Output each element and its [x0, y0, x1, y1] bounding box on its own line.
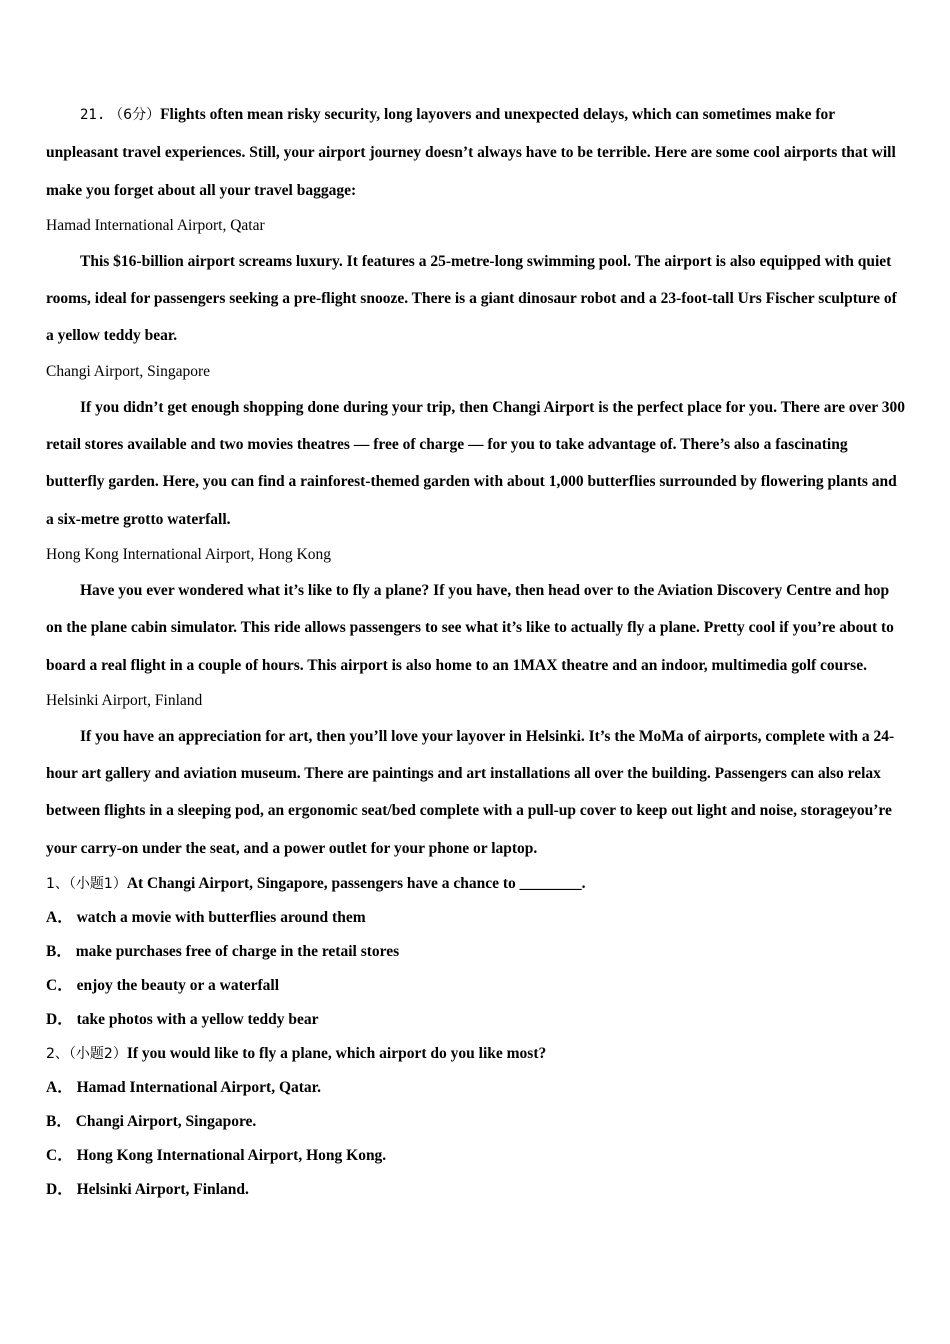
option-letter: A． — [46, 909, 73, 927]
option-text: Hamad International Airport, Qatar. — [76, 1079, 321, 1097]
question-2-option-c[interactable] — [46, 1139, 906, 1173]
section-body-hamad: This $16-billion airport screams luxury. It features a 25-metre-long swimming pool. The airport is also equipped with quiet rooms, ideal for passengers seeking a pre-flight snooze. There is a giant dinosaur robot and a 23-foot-tall Urs Fischer sculpture of a yellow teddy bear. — [46, 252, 897, 345]
score-label: （6分） — [109, 107, 161, 123]
question-prefix: 1、（小题1） — [46, 876, 127, 893]
document-page — [46, 96, 906, 1207]
question-1-option-c[interactable] — [46, 969, 906, 1003]
question-2 — [46, 1037, 906, 1071]
option-text: Changi Airport, Singapore. — [75, 1113, 257, 1131]
option-text: enjoy the beauty or a waterfall — [76, 977, 280, 995]
option-text: take photos with a yellow teddy bear — [76, 1011, 319, 1029]
intro-paragraph — [46, 96, 906, 209]
section-body-changi: If you didn’t get enough shopping done during your trip, then Changi Airport is the perfect place for you. There are over 300 retail stores available and two movies theatres — free of charge — for you to take advantage of. There’s also a fascinating butterfly garden. Here, you can find a rainforest-themed garden with about 1,000 butterflies surrounded by flowering plants and a six-metre grotto waterfall. — [46, 398, 905, 528]
question-number: 21. — [80, 107, 106, 123]
question-1-option-a[interactable] — [46, 901, 906, 935]
question-2-option-b[interactable] — [46, 1105, 906, 1139]
option-letter: D． — [46, 1181, 73, 1199]
option-letter: C． — [46, 977, 73, 995]
section-body-helsinki: If you have an appreciation for art, then you’ll love your layover in Helsinki. It’s the MoMa of airports, complete with a 24-hour art gallery and aviation museum. There are paintings and art installations all over the building. Passengers can also relax between flights in a sleeping pod, an ergonomic seat/bed complete with a pull-up cover to keep out light and noise, storageyou’re your carry-on under the seat, and a power outlet for your phone or laptop. — [46, 727, 895, 857]
question-1-option-d[interactable] — [46, 1003, 906, 1037]
option-text: Helsinki Airport, Finland. — [76, 1181, 249, 1199]
question-2-option-d[interactable] — [46, 1173, 906, 1207]
option-text: make purchases free of charge in the retail stores — [75, 943, 400, 961]
section-heading-hongkong: Hong Kong International Airport, Hong Kong — [46, 545, 331, 563]
section-heading-helsinki: Helsinki Airport, Finland — [46, 691, 203, 709]
option-letter: B． — [46, 1113, 72, 1131]
option-letter: B． — [46, 943, 72, 961]
question-text: At Changi Airport, Singapore, passengers have a chance to ________. — [126, 875, 586, 893]
question-1-option-b[interactable] — [46, 935, 906, 969]
question-1 — [46, 867, 906, 901]
option-text: Hong Kong International Airport, Hong Kong. — [76, 1147, 387, 1165]
question-2-option-a[interactable] — [46, 1071, 906, 1105]
option-letter: D． — [46, 1011, 73, 1029]
question-prefix: 2、（小题2） — [46, 1046, 127, 1063]
intro-text: Flights often mean risky security, long layovers and unexpected delays, which can sometimes make for unpleasant travel experiences. Still, your airport journey doesn’t always have to be terrible. Here are some cool airports that will make you forget about all your travel baggage: — [46, 106, 896, 199]
section-heading-hamad: Hamad International Airport, Qatar — [46, 216, 265, 234]
section-body-hongkong: Have you ever wondered what it’s like to fly a plane? If you have, then head over to the Aviation Discovery Centre and hop on the plane cabin simulator. This ride allows passengers to see what it’s like to actually fly a plane. Pretty cool if you’re about to board a real flight in a couple of hours. This airport is also home to an 1MAX theatre and an indoor, multimedia golf course. — [46, 581, 894, 674]
section-heading-changi: Changi Airport, Singapore — [46, 362, 211, 380]
option-letter: C． — [46, 1147, 73, 1165]
option-letter: A． — [46, 1079, 73, 1097]
question-text: If you would like to fly a plane, which airport do you like most? — [126, 1045, 547, 1063]
option-text: watch a movie with butterflies around them — [76, 909, 366, 927]
